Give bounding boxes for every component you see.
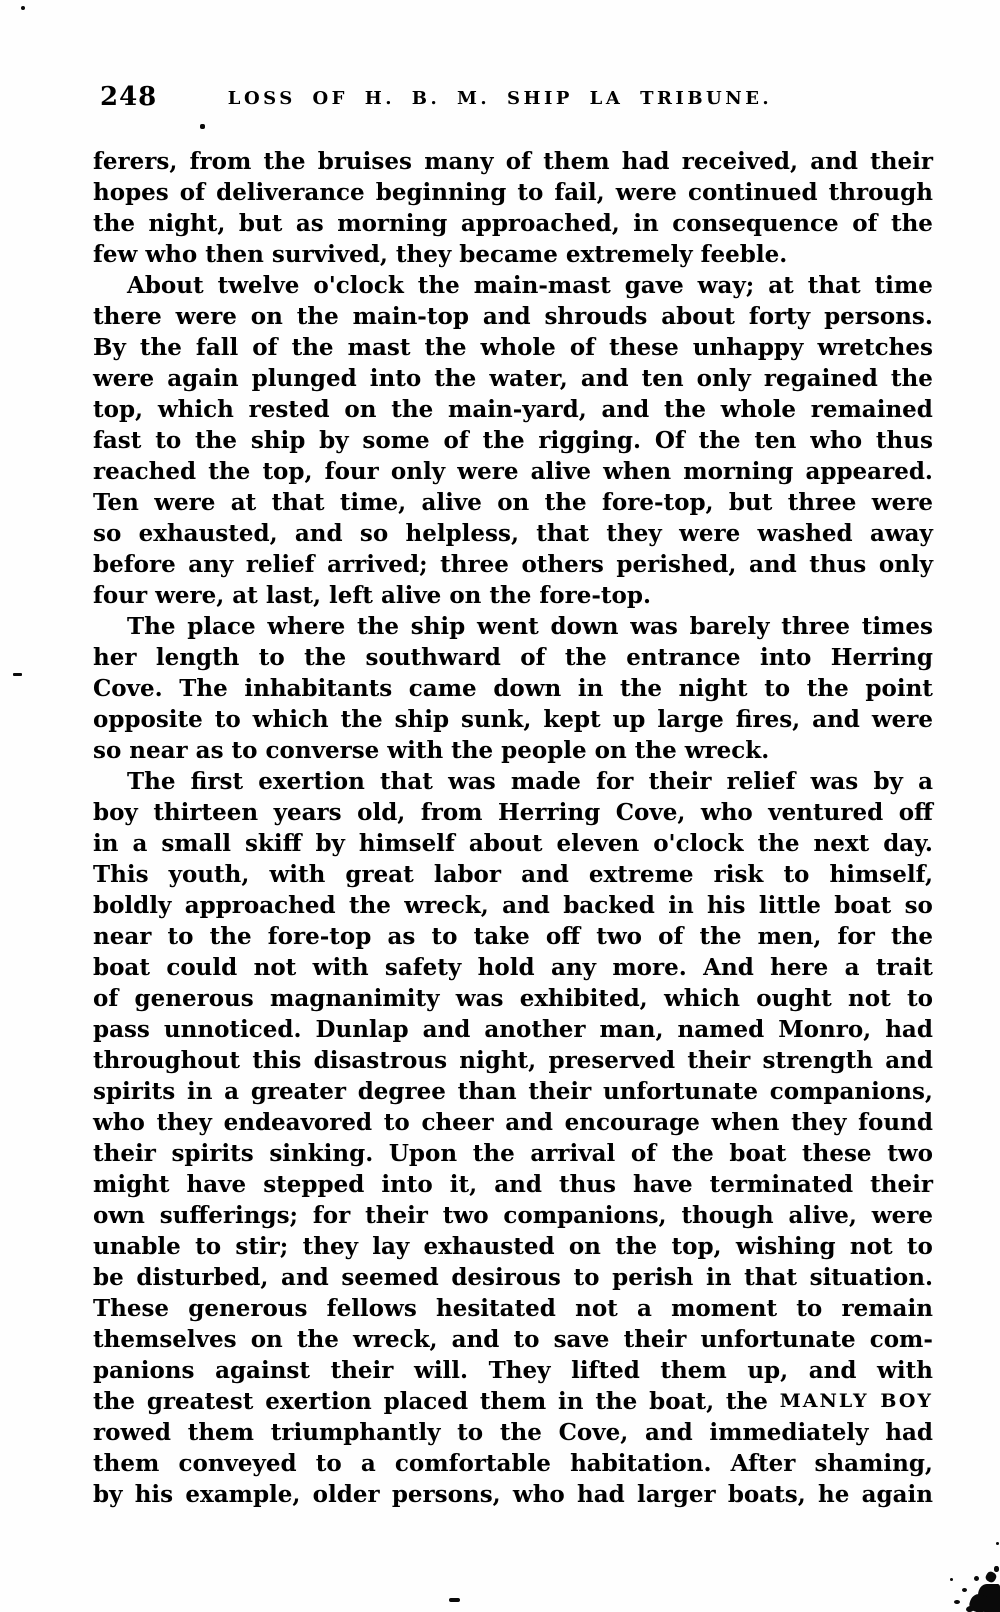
text-line: few who then survived, they became extremely feeble. <box>93 241 788 268</box>
text-line: spirits in a greater degree than their unfortunate companions, <box>93 1078 933 1105</box>
text-line: ferers, from the bruises many of them had received, and their <box>93 148 933 175</box>
ink-dash <box>13 673 22 676</box>
ink-speck <box>996 1542 999 1545</box>
text-line: reached the top, four only were alive when morning appeared. <box>93 458 933 485</box>
text-line: before any relief arrived; three others perished, and thus only <box>93 551 933 578</box>
text-line: their spirits sinking. Upon the arrival of the boat these two <box>93 1140 933 1167</box>
text-line: the greatest exertion placed them in the boat, the MANLY BOY <box>93 1388 933 1415</box>
text-line: Cove. The inhabitants came down in the night to the point <box>93 675 933 702</box>
text-line: This youth, with great labor and extreme risk to himself, <box>93 861 933 888</box>
text-line: so near as to converse with the people on the wreck. <box>93 737 770 764</box>
running-header: LOSS OF H. B. M. SHIP LA TRIBUNE. <box>227 88 773 109</box>
text-line: The first exertion that was made for their relief was by a <box>127 768 933 795</box>
text-line: four were, at last, left alive on the fore-top. <box>93 582 651 609</box>
text-line: panions against their will. They lifted them up, and with <box>93 1357 933 1384</box>
text-line: boy thirteen years old, from Herring Cove, who ventured off <box>93 799 933 826</box>
text-line: might have stepped into it, and thus have terminated their <box>93 1171 933 1198</box>
text-line: so exhausted, and so helpless, that they were washed away <box>93 520 933 547</box>
ink-dash <box>449 1598 460 1602</box>
text-line: throughout this disastrous night, preserved their strength and <box>93 1047 933 1074</box>
ink-blotch <box>950 1566 1000 1612</box>
text-line: by his example, older persons, who had larger boats, he again <box>93 1481 933 1508</box>
text-line: own sufferings; for their two companions, though alive, were <box>93 1202 933 1229</box>
text-line: her length to the southward of the entrance into Herring <box>93 644 933 671</box>
text-line: be disturbed, and seemed desirous to perish in that situation. <box>93 1264 933 1291</box>
text-line: themselves on the wreck, and to save their unfortunate com- <box>93 1326 933 1353</box>
ink-speck <box>200 124 205 129</box>
text-line: By the fall of the mast the whole of these unhappy wretches <box>93 334 933 361</box>
text-line: them conveyed to a comfortable habitation. After shaming, <box>93 1450 933 1477</box>
text-line: the night, but as morning approached, in consequence of the <box>93 210 933 237</box>
text-line: top, which rested on the main-yard, and the whole remained <box>93 396 933 423</box>
text-line: hopes of deliverance beginning to fail, were continued through <box>93 179 933 206</box>
text-line: boat could not with safety hold any more. And here a trait <box>93 954 933 981</box>
body-text <box>93 146 933 1510</box>
text-line: About twelve o'clock the main-mast gave way; at that time <box>127 272 933 299</box>
page-number: 248 <box>100 82 158 112</box>
text-line: in a small skiff by himself about eleven o'clock the next day. <box>93 830 933 857</box>
text-line: boldly approached the wreck, and backed in his little boat so <box>93 892 933 919</box>
text-line: there were on the main-top and shrouds about forty persons. <box>93 303 933 330</box>
text-line: The place where the ship went down was barely three times <box>127 613 933 640</box>
text-line: fast to the ship by some of the rigging. Of the ten who thus <box>93 427 933 454</box>
text-line: who they endeavored to cheer and encourage when they found <box>93 1109 933 1136</box>
text-line: pass unnoticed. Dunlap and another man, named Monro, had <box>93 1016 933 1043</box>
text-line: opposite to which the ship sunk, kept up large fires, and were <box>93 706 933 733</box>
text-line: were again plunged into the water, and ten only regained the <box>93 365 933 392</box>
text-line: of generous magnanimity was exhibited, which ought not to <box>93 985 933 1012</box>
text-line: rowed them triumphantly to the Cove, and immediately had <box>93 1419 933 1446</box>
text-line: Ten were at that time, alive on the fore-top, but three were <box>93 489 933 516</box>
text-line: unable to stir; they lay exhausted on the top, wishing not to <box>93 1233 933 1260</box>
text-line: These generous fellows hesitated not a moment to remain <box>93 1295 933 1322</box>
ink-speck <box>21 6 25 10</box>
text-line: near to the fore-top as to take off two of the men, for the <box>93 923 933 950</box>
